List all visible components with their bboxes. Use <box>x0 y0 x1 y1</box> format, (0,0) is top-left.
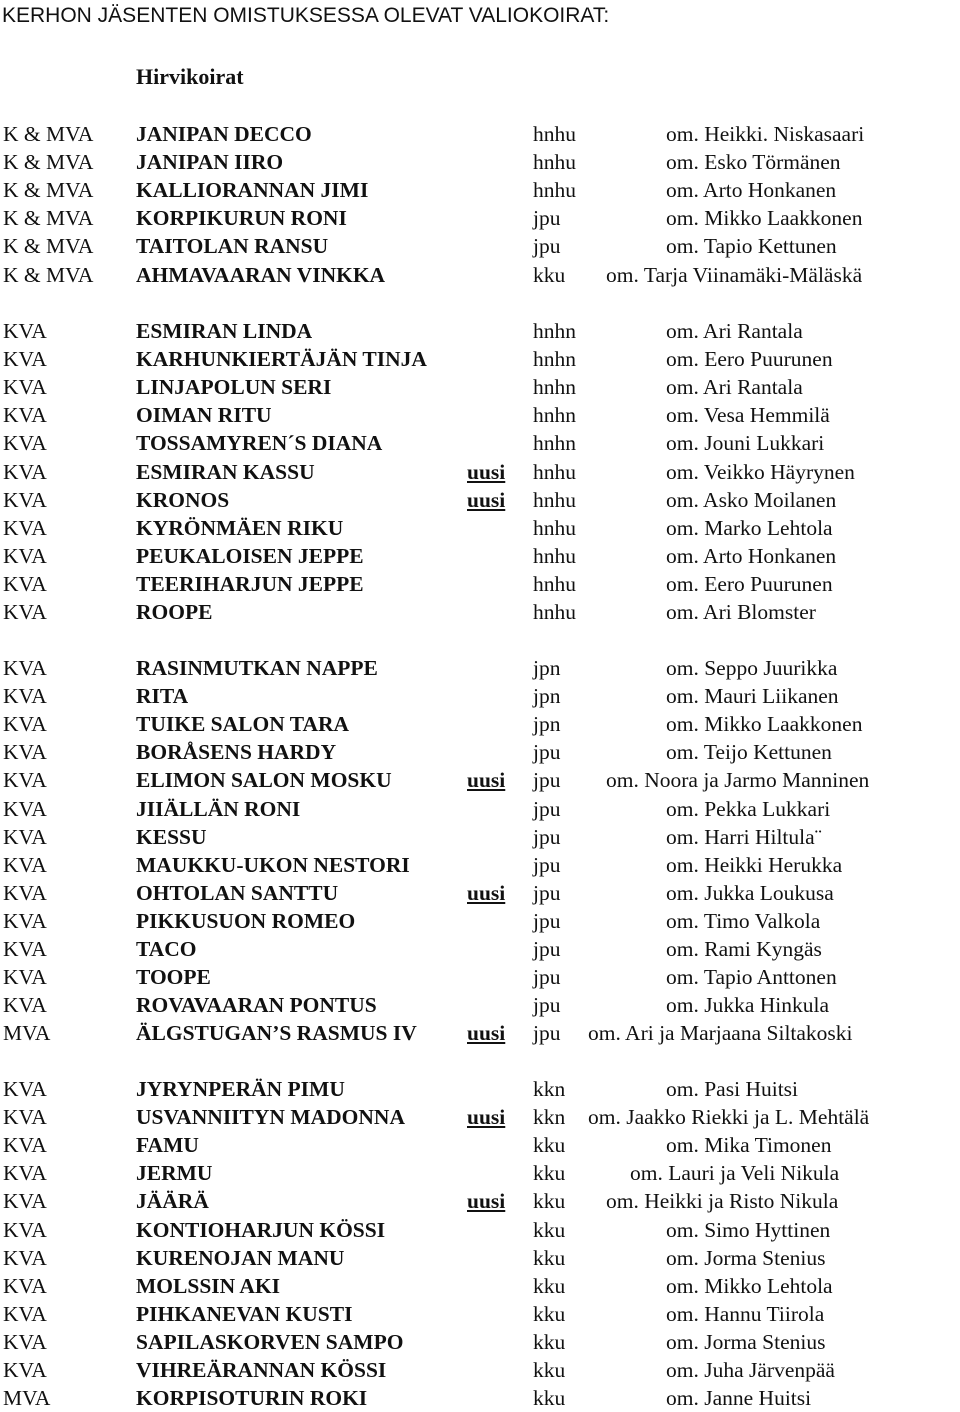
dog-name: JERMU <box>136 1161 213 1186</box>
dog-row <box>0 1103 960 1131</box>
breed-code: jpu <box>533 824 561 849</box>
dog-name: KORPISOTURIN ROKI <box>136 1386 368 1411</box>
breed-code: jpu <box>533 206 561 231</box>
champion-title: KVA <box>3 1077 47 1101</box>
champion-title: KVA <box>3 403 47 428</box>
breed-code: hnhn <box>533 375 576 400</box>
dog-name: MOLSSIN AKI <box>136 1273 280 1298</box>
dog-row <box>0 232 960 260</box>
dog-row <box>0 710 960 738</box>
dog-row <box>0 1159 960 1187</box>
dog-name: LINJAPOLUN SERI <box>136 375 332 400</box>
breed-code: hnhu <box>533 122 576 146</box>
dog-row <box>0 486 960 514</box>
dog-name: RITA <box>136 684 189 709</box>
breed-code: jpu <box>533 965 561 990</box>
owner-name: om. Mauri Liikanen <box>666 684 839 709</box>
champion-title: K & MVA <box>3 150 94 175</box>
dog-name: KONTIOHARJUN KÖSSI <box>136 1217 386 1242</box>
champion-title: K & MVA <box>3 206 94 231</box>
champion-title: KVA <box>3 319 47 343</box>
dog-name: PIHKANEVAN KUSTI <box>136 1301 353 1326</box>
dog-row <box>0 1244 960 1272</box>
owner-name: om. Ari Blomster <box>666 600 816 625</box>
breed-code: jpu <box>533 740 561 765</box>
champion-title: K & MVA <box>3 122 94 146</box>
owner-name: om. Juha Järvenpää <box>666 1358 835 1383</box>
champion-title: KVA <box>3 1133 47 1158</box>
dog-name: TOOPE <box>136 965 211 990</box>
champion-title: KVA <box>3 1189 47 1214</box>
dog-row <box>0 1272 960 1300</box>
champion-title: KVA <box>3 684 47 709</box>
champion-title: K & MVA <box>3 262 94 287</box>
champion-title: KVA <box>3 852 47 877</box>
breed-code: hnhu <box>533 571 576 596</box>
breed-code: kku <box>533 1245 566 1270</box>
owner-name: om. Jaakko Riekki ja L. Mehtälä <box>588 1105 870 1130</box>
dog-name: KRONOS <box>136 487 230 512</box>
dog-row <box>0 1131 960 1159</box>
owner-name: om. Timo Valkola <box>666 908 821 933</box>
owner-name: om. Seppo Juurikka <box>666 656 838 680</box>
breed-code: hnhu <box>533 459 576 484</box>
owner-name: om. Hannu Tiirola <box>666 1301 825 1326</box>
breed-code: hnhn <box>533 347 576 372</box>
champion-title: KVA <box>3 543 47 568</box>
breed-code: kku <box>533 262 566 287</box>
champion-title: KVA <box>3 908 47 933</box>
dog-row <box>0 204 960 232</box>
champion-title: KVA <box>3 1358 47 1383</box>
champion-title: KVA <box>3 1217 47 1242</box>
breed-code: kkn <box>533 1077 566 1101</box>
dog-name: TACO <box>136 937 197 962</box>
champion-title: KVA <box>3 965 47 990</box>
breed-code: jpn <box>533 656 561 680</box>
breed-code: hnhn <box>533 403 576 428</box>
dog-name: KALLIORANNAN JIMI <box>136 178 369 203</box>
owner-name: om. Mikko Laakkonen <box>666 206 863 231</box>
owner-name: om. Mikko Lehtola <box>666 1273 833 1298</box>
dog-name: KURENOJAN MANU <box>136 1245 345 1270</box>
dog-group-4 <box>0 1075 960 1412</box>
section-title-hirvikoirat: Hirvikoirat <box>136 64 244 89</box>
dog-row <box>0 570 960 598</box>
dog-row <box>0 823 960 851</box>
breed-code: jpn <box>533 712 561 737</box>
owner-name: om. Mikko Laakkonen <box>666 712 863 737</box>
breed-code: hnhu <box>533 178 576 203</box>
owner-name: om. Lauri ja Veli Nikula <box>630 1161 840 1186</box>
breed-code: hnhu <box>533 600 576 625</box>
breed-code: hnhn <box>533 431 576 456</box>
dog-row <box>0 120 960 148</box>
breed-code: kku <box>533 1329 566 1354</box>
dog-name: KARHUNKIERTÄJÄN TINJA <box>136 347 427 372</box>
champion-title: KVA <box>3 880 47 905</box>
champion-title: KVA <box>3 1301 47 1326</box>
dog-name: KESSU <box>136 824 207 849</box>
dog-name: TUIKE SALON TARA <box>136 712 350 737</box>
dog-group-3 <box>0 654 960 1048</box>
dog-row <box>0 429 960 457</box>
dog-name: OIMAN RITU <box>136 403 272 428</box>
dog-name: PIKKUSUON ROMEO <box>136 908 356 933</box>
dog-row <box>0 879 960 907</box>
champion-title: MVA <box>3 1386 51 1411</box>
owner-name: om. Ari Rantala <box>666 375 803 400</box>
dog-row <box>0 317 960 345</box>
new-badge: uusi <box>467 487 506 512</box>
breed-code: kku <box>533 1273 566 1298</box>
breed-code: kku <box>533 1358 566 1383</box>
dog-row <box>0 261 960 289</box>
dog-row <box>0 682 960 710</box>
dog-row <box>0 1356 960 1384</box>
champion-title: K & MVA <box>3 178 94 203</box>
breed-code: jpu <box>533 796 561 821</box>
dog-row <box>0 176 960 204</box>
dog-row <box>0 1187 960 1215</box>
dog-name: ESMIRAN KASSU <box>136 459 315 484</box>
new-badge: uusi <box>467 1189 506 1214</box>
dog-name: AHMAVAARAN VINKKA <box>136 262 386 287</box>
owner-name: om. Ari ja Marjaana Siltakoski <box>588 1021 853 1046</box>
champion-title: KVA <box>3 1161 47 1186</box>
dog-row <box>0 851 960 879</box>
dog-name: ELIMON SALON MOSKU <box>136 768 392 793</box>
new-badge: uusi <box>467 1021 506 1046</box>
dog-row <box>0 1216 960 1244</box>
champion-title: KVA <box>3 1105 47 1130</box>
dog-row <box>0 373 960 401</box>
breed-code: hnhu <box>533 515 576 540</box>
champion-title: KVA <box>3 347 47 372</box>
champion-title: KVA <box>3 571 47 596</box>
dog-name: SAPILASKORVEN SAMPO <box>136 1329 404 1354</box>
dog-row <box>0 1328 960 1356</box>
breed-code: hnhn <box>533 319 576 343</box>
champion-title: KVA <box>3 431 47 456</box>
dog-row <box>0 766 960 794</box>
owner-name: om. Janne Huitsi <box>666 1386 812 1411</box>
new-badge: uusi <box>467 880 506 905</box>
dog-name: USVANNIITYN MADONNA <box>136 1105 405 1130</box>
owner-name: om. Tapio Kettunen <box>666 234 837 259</box>
dog-name: JANIPAN DECCO <box>136 122 312 146</box>
owner-name: om. Veikko Häyrynen <box>666 459 855 484</box>
breed-code: kku <box>533 1133 566 1158</box>
dog-row <box>0 935 960 963</box>
dog-name: MAUKKU-UKON NESTORI <box>136 852 410 877</box>
champion-title: KVA <box>3 796 47 821</box>
owner-name: om. Vesa Hemmilä <box>666 403 830 428</box>
champion-title: KVA <box>3 600 47 625</box>
breed-code: jpu <box>533 1021 561 1046</box>
champion-title: KVA <box>3 1329 47 1354</box>
owner-name: om. Pekka Lukkari <box>666 796 831 821</box>
breed-code: hnhu <box>533 487 576 512</box>
breed-code: kkn <box>533 1105 566 1130</box>
champion-title: KVA <box>3 487 47 512</box>
breed-code: kku <box>533 1217 566 1242</box>
champion-title: KVA <box>3 824 47 849</box>
owner-name: om. Teijo Kettunen <box>666 740 832 765</box>
dog-row <box>0 148 960 176</box>
owner-name: om. Jorma Stenius <box>666 1329 826 1354</box>
owner-name: om. Tapio Anttonen <box>666 965 837 990</box>
breed-code: kku <box>533 1386 566 1411</box>
breed-code: jpu <box>533 908 561 933</box>
dog-name: ESMIRAN LINDA <box>136 319 313 343</box>
champion-title: K & MVA <box>3 234 94 259</box>
dog-group-2 <box>0 317 960 626</box>
breed-code: jpu <box>533 852 561 877</box>
owner-name: om. Arto Honkanen <box>666 543 837 568</box>
breed-code: hnhu <box>533 543 576 568</box>
champion-title: KVA <box>3 656 47 680</box>
dog-name: JYRYNPERÄN PIMU <box>136 1077 345 1101</box>
dog-row <box>0 1019 960 1047</box>
champion-title: KVA <box>3 937 47 962</box>
owner-name: om. Simo Hyttinen <box>666 1217 831 1242</box>
champion-title: KVA <box>3 712 47 737</box>
dog-name: TEERIHARJUN JEPPE <box>136 571 364 596</box>
dog-name: JIIÄLLÄN RONI <box>136 796 301 821</box>
owner-name: om. Jukka Loukusa <box>666 880 834 905</box>
new-badge: uusi <box>467 1105 506 1130</box>
dog-name: VIHREÄRANNAN KÖSSI <box>136 1358 387 1383</box>
new-badge: uusi <box>467 459 506 484</box>
champion-title: KVA <box>3 740 47 765</box>
owner-name: om. Pasi Huitsi <box>666 1077 799 1101</box>
champion-title: KVA <box>3 768 47 793</box>
dog-row <box>0 542 960 570</box>
dog-name: TAITOLAN RANSU <box>136 234 329 259</box>
owner-name: om. Jukka Hinkula <box>666 993 830 1018</box>
dog-row <box>0 458 960 486</box>
breed-code: jpu <box>533 937 561 962</box>
breed-code: kku <box>533 1161 566 1186</box>
dog-name: JÄÄRÄ <box>136 1189 209 1214</box>
owner-name: om. Mika Timonen <box>666 1133 832 1158</box>
owner-name: om. Jouni Lukkari <box>666 431 825 456</box>
dog-row <box>0 795 960 823</box>
owner-name: om. Heikki ja Risto Nikula <box>606 1189 839 1214</box>
breed-code: jpu <box>533 768 561 793</box>
owner-name: om. Harri Hiltula¨ <box>666 824 822 849</box>
dog-row <box>0 738 960 766</box>
dog-name: KORPIKURUN RONI <box>136 206 347 231</box>
owner-name: om. Ari Rantala <box>666 319 803 343</box>
champion-title: KVA <box>3 375 47 400</box>
dog-name: BORÅSENS HARDY <box>136 740 337 765</box>
owner-name: om. Arto Honkanen <box>666 178 837 203</box>
dog-row <box>0 1300 960 1328</box>
new-badge: uusi <box>467 768 506 793</box>
breed-code: jpu <box>533 880 561 905</box>
champion-title: KVA <box>3 1273 47 1298</box>
dog-name: FAMU <box>136 1133 199 1158</box>
dog-row <box>0 907 960 935</box>
owner-name: om. Jorma Stenius <box>666 1245 826 1270</box>
dog-name: ROVAVAARAN PONTUS <box>136 993 377 1018</box>
owner-name: om. Heikki Herukka <box>666 852 843 877</box>
owner-name: om. Esko Törmänen <box>666 150 841 175</box>
breed-code: jpu <box>533 993 561 1018</box>
dog-row <box>0 654 960 682</box>
breed-code: hnhu <box>533 150 576 175</box>
champion-title: KVA <box>3 515 47 540</box>
champion-title: MVA <box>3 1021 51 1046</box>
dog-name: JANIPAN IIRO <box>136 150 284 175</box>
dog-row <box>0 514 960 542</box>
dog-name: RASINMUTKAN NAPPE <box>136 656 378 680</box>
dog-name: OHTOLAN SANTTU <box>136 880 339 905</box>
breed-code: jpu <box>533 234 561 259</box>
champion-title: KVA <box>3 993 47 1018</box>
dog-name: ÄLGSTUGAN’S RASMUS IV <box>136 1021 417 1046</box>
owner-name: om. Eero Puurunen <box>666 571 833 596</box>
breed-code: kku <box>533 1189 566 1214</box>
dog-row <box>0 1384 960 1412</box>
dog-group-1 <box>0 120 960 289</box>
dog-row <box>0 345 960 373</box>
dog-name: PEUKALOISEN JEPPE <box>136 543 364 568</box>
dog-row <box>0 598 960 626</box>
champion-title: KVA <box>3 459 47 484</box>
breed-code: kku <box>533 1301 566 1326</box>
breed-code: jpn <box>533 684 561 709</box>
page-title: KERHON JÄSENTEN OMISTUKSESSA OLEVAT VALIOKOIRAT: <box>2 4 610 27</box>
owner-name: om. Asko Moilanen <box>666 487 837 512</box>
champion-title: KVA <box>3 1245 47 1270</box>
owner-name: om. Noora ja Jarmo Manninen <box>606 768 870 793</box>
dog-name: KYRÖNMÄEN RIKU <box>136 515 344 540</box>
dog-name: TOSSAMYREN´S DIANA <box>136 431 383 456</box>
owner-name: om. Rami Kyngäs <box>666 937 822 962</box>
dog-name: ROOPE <box>136 600 213 625</box>
dog-row <box>0 991 960 1019</box>
owner-name: om. Tarja Viinamäki-Mäläskä <box>606 262 863 287</box>
owner-name: om. Heikki. Niskasaari <box>666 122 865 146</box>
dog-row <box>0 963 960 991</box>
dog-row <box>0 401 960 429</box>
owner-name: om. Marko Lehtola <box>666 515 833 540</box>
owner-name: om. Eero Puurunen <box>666 347 833 372</box>
dog-row <box>0 1075 960 1103</box>
